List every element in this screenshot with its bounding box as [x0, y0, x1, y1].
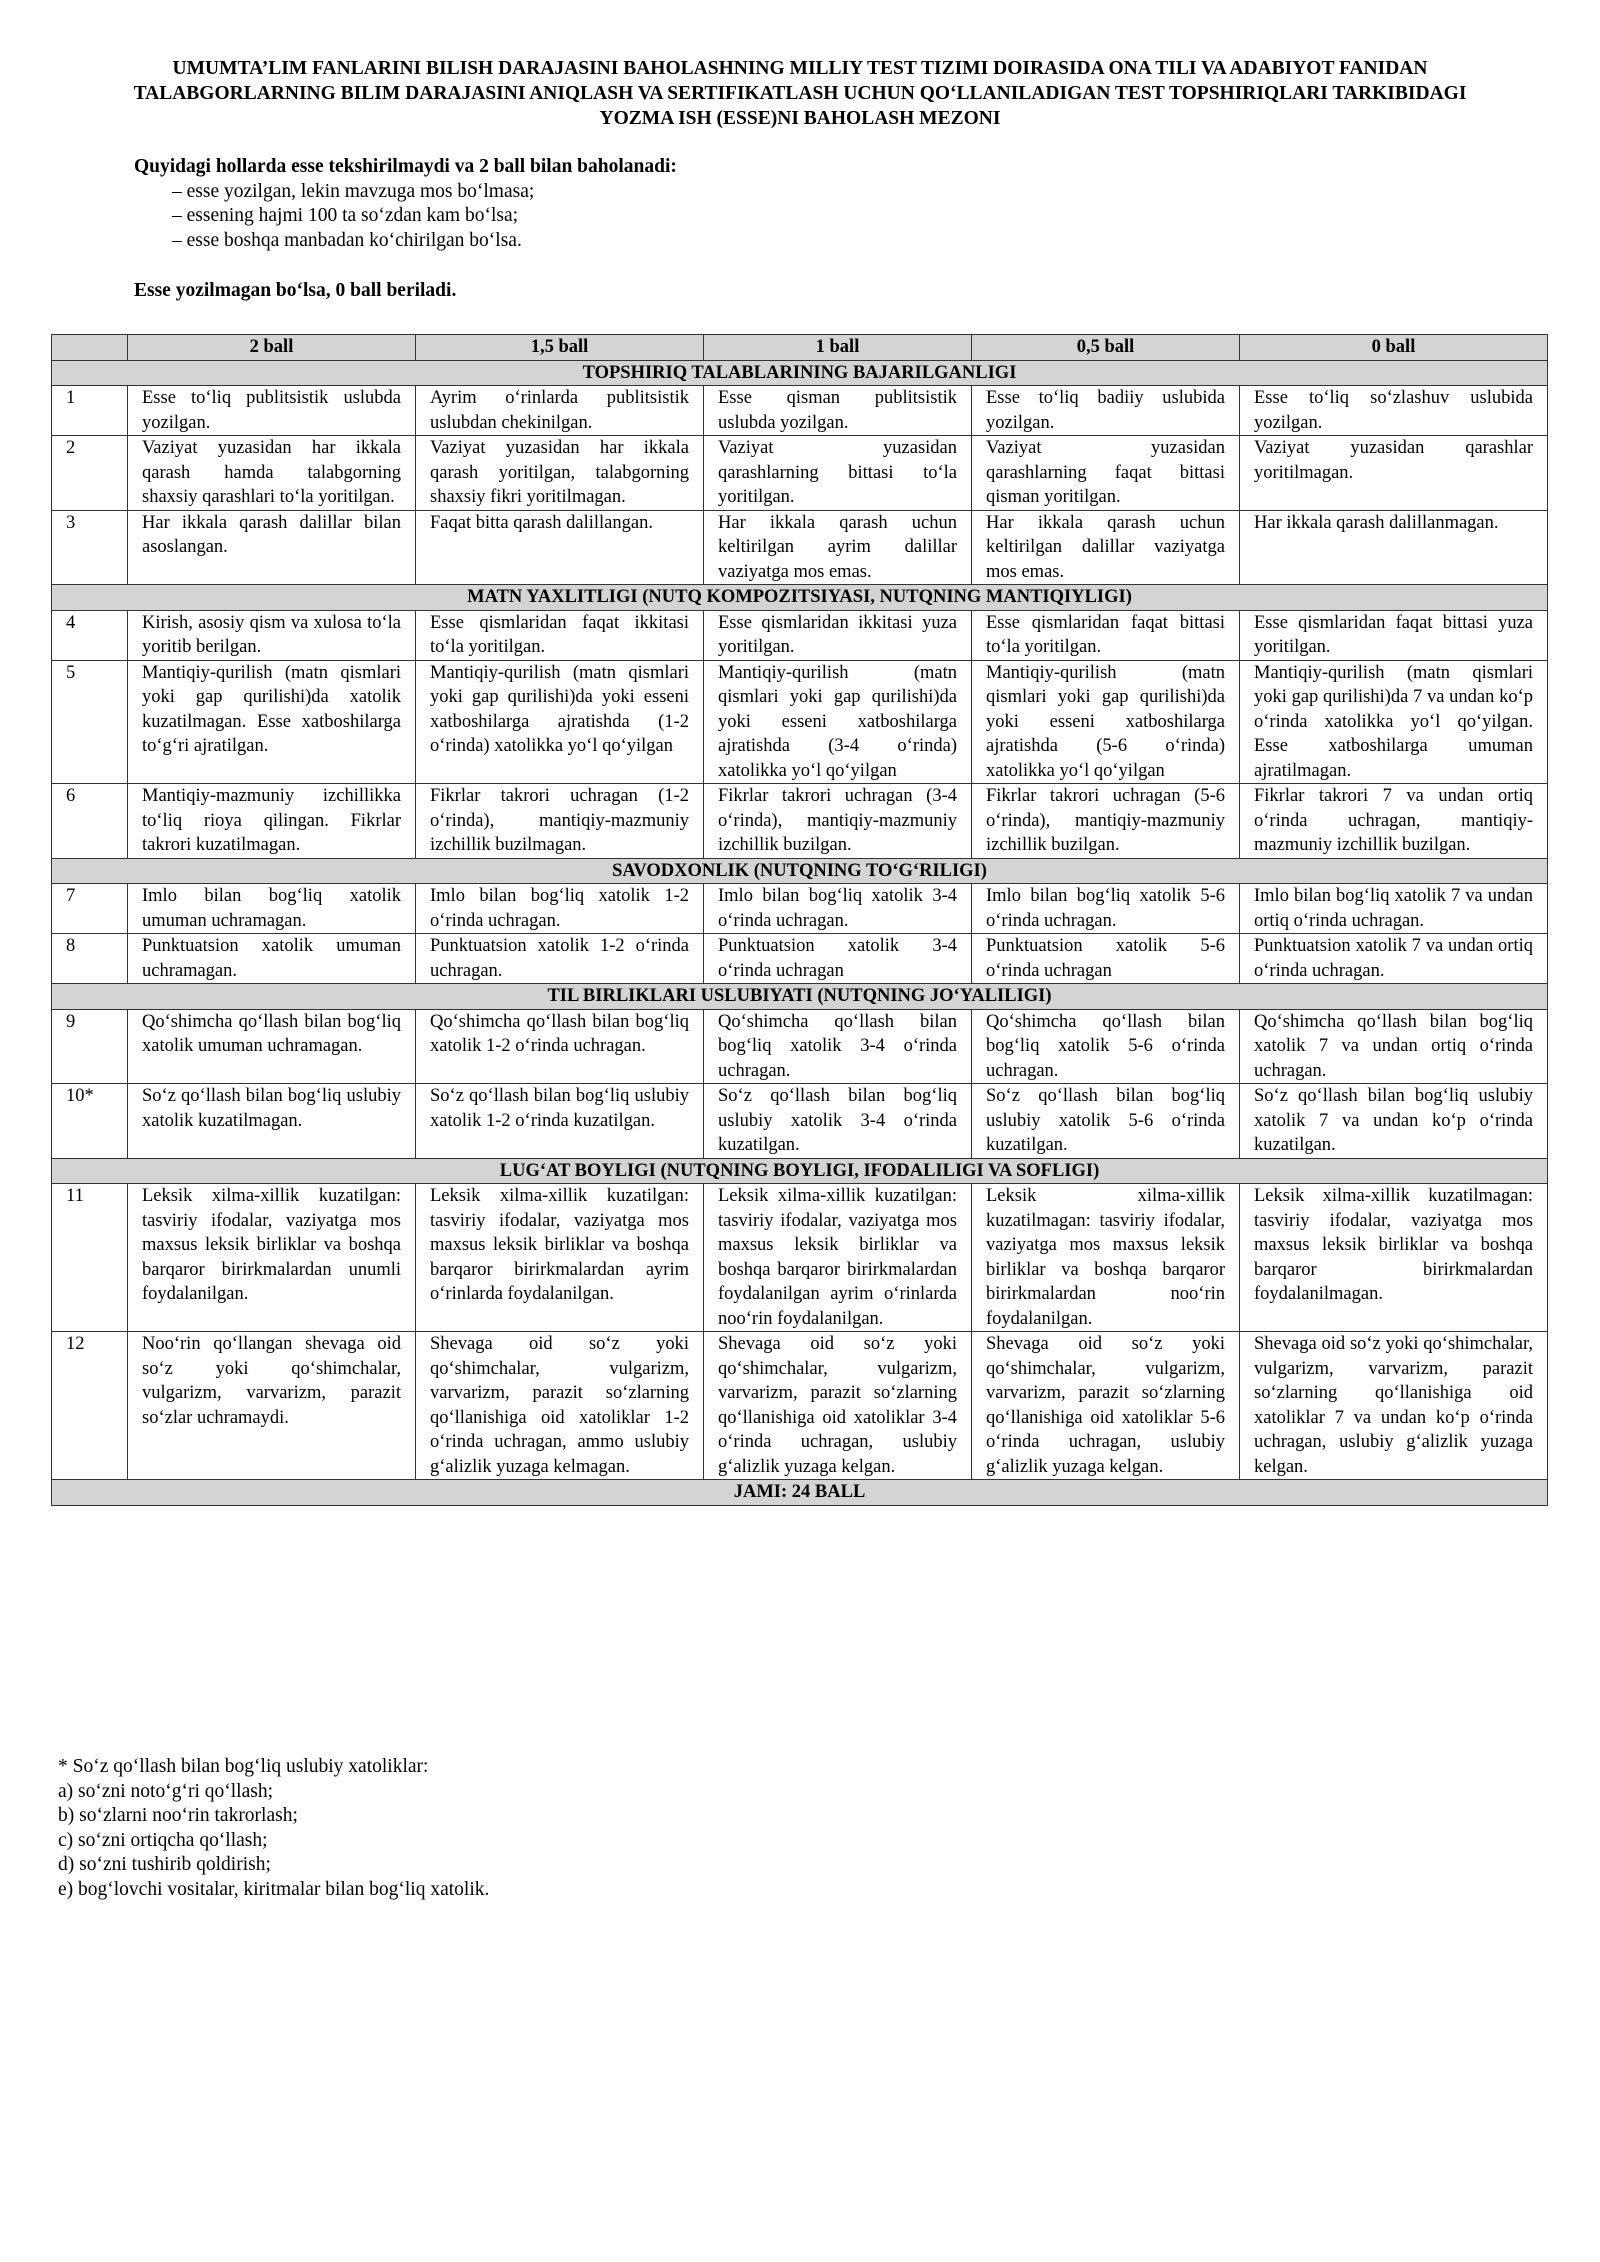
criteria-row — [52, 1084, 1548, 1159]
criteria-cell: Leksik xilma-xillik kuzatilmagan: tasviriy ifodalar, vaziyatga mos maxsus leksik birliklar va boshqa barqaror birirkmalardan foydalanilmagan. — [1240, 1184, 1548, 1332]
header-cell-2-ball: 2 ball — [128, 335, 416, 361]
criteria-cell: Faqat bitta qarash dalillangan. — [416, 510, 704, 585]
footnote-item: a) so‘zni noto‘g‘ri qo‘llash; — [58, 1780, 273, 1802]
title-line-1: UMUMTA’LIM FANLARINI BILISH DARAJASINI BAHOLASHNING MILLIY TEST TIZIMI DOIRASIDA ONA TILI VA ADABIYOT FANIDAN — [172, 58, 1428, 79]
footnote-item: c) so‘zni ortiqcha qo‘llash; — [58, 1829, 268, 1851]
criteria-cell: Har ikkala qarash dalillar bilan asoslangan. — [128, 510, 416, 585]
criteria-cell: Mantiqiy-qurilish (matn qismlari yoki gap qurilishi)da yoki esseni xatboshilarga ajratishda (1-2 o‘rinda) xatolikka yo‘l qo‘yilgan — [416, 660, 704, 784]
criteria-cell: Mantiqiy-qurilish (matn qismlari yoki gap qurilishi)da yoki esseni xatboshilarga ajratishda (5-6 o‘rinda) xatolikka yo‘l qo‘yilgan — [972, 660, 1240, 784]
section-row — [52, 858, 1548, 884]
criteria-cell: Noo‘rin qo‘llangan shevaga oid so‘z yoki qo‘shimchalar, vulgarizm, varvarizm, parazit so‘zlar uchramaydi. — [128, 1332, 416, 1480]
criteria-cell: Punktuatsion xatolik umuman uchramagan. — [128, 934, 416, 984]
criteria-cell: Leksik xilma-xillik kuzatilgan: tasviriy ifodalar, vaziyatga mos maxsus leksik birliklar va boshqa barqaror birirkmalardan ayrim o‘rinlarda foydalanilgan. — [416, 1184, 704, 1332]
title-line-3: YOZMA ISH (ESSE)NI BAHOLASH MEZONI — [599, 108, 1001, 129]
criteria-row — [52, 1009, 1548, 1084]
criteria-cell: Imlo bilan bog‘liq xatolik 5-6 o‘rinda uchragan. — [972, 884, 1240, 934]
title-line-2: TALABGORLARNING BILIM DARAJASINI ANIQLASH VA SERTIFIKATLASH UCHUN QO‘LLANILADIGAN TEST TOPSHIRIQLARI TARKIBIDAGI — [133, 83, 1467, 104]
section-title: TOPSHIRIQ TALABLARINING BAJARILGANLIGI — [52, 360, 1548, 386]
header-cell-blank — [52, 335, 128, 361]
criteria-cell: Esse qismlaridan faqat bittasi to‘la yoritilgan. — [972, 610, 1240, 660]
header-cell-0-5-ball: 0,5 ball — [972, 335, 1240, 361]
criteria-cell: Esse to‘liq badiiy uslubida yozilgan. — [972, 386, 1240, 436]
header-row — [52, 335, 1548, 361]
footnote-heading: * So‘z qo‘llash bilan bog‘liq uslubiy xatoliklar: — [58, 1756, 429, 1777]
criteria-number: 11 — [52, 1184, 128, 1332]
criteria-row — [52, 784, 1548, 859]
footnote-item: e) bog‘lovchi vositalar, kiritmalar bilan bog‘liq xatolik. — [58, 1878, 490, 1900]
criteria-cell: Imlo bilan bog‘liq xatolik 1-2 o‘rinda uchragan. — [416, 884, 704, 934]
criteria-cell: Mantiqiy-qurilish (matn qismlari yoki gap qurilishi)da xatolik kuzatilmagan. Esse xatboshilarga to‘g‘ri ajratilgan. — [128, 660, 416, 784]
footnote-item: d) so‘zni tushirib qoldirish; — [58, 1854, 271, 1875]
criteria-cell: Imlo bilan bog‘liq xatolik 3-4 o‘rinda uchragan. — [704, 884, 972, 934]
criteria-cell: Qo‘shimcha qo‘llash bilan bog‘liq xatolik umuman uchramagan. — [128, 1009, 416, 1084]
criteria-number: 7 — [52, 884, 128, 934]
intro-block — [134, 155, 677, 253]
criteria-cell: Mantiqiy-qurilish (matn qismlari yoki gap qurilishi)da yoki esseni xatboshilarga ajratishda (3-4 o‘rinda) xatolikka yo‘l qo‘yilgan — [704, 660, 972, 784]
criteria-cell: Punktuatsion xatolik 7 va undan ortiq o‘rinda uchragan. — [1240, 934, 1548, 984]
criteria-cell: So‘z qo‘llash bilan bog‘liq uslubiy xatolik 7 va undan ko‘p o‘rinda kuzatilgan. — [1240, 1084, 1548, 1159]
section-row — [52, 585, 1548, 611]
criteria-number: 12 — [52, 1332, 128, 1480]
total-score: JAMI: 24 BALL — [52, 1480, 1548, 1506]
criteria-number: 1 — [52, 386, 128, 436]
intro-item: – esse boshqa manbadan ko‘chirilgan bo‘lsa. — [172, 229, 522, 251]
total-row — [52, 1480, 1548, 1506]
criteria-cell: Qo‘shimcha qo‘llash bilan bog‘liq xatolik 7 va undan ortiq o‘rinda uchragan. — [1240, 1009, 1548, 1084]
criteria-cell: Har ikkala qarash uchun keltirilgan ayrim dalillar vaziyatga mos emas. — [704, 510, 972, 585]
criteria-cell: Imlo bilan bog‘liq xatolik 7 va undan ortiq o‘rinda uchragan. — [1240, 884, 1548, 934]
criteria-cell: Har ikkala qarash uchun keltirilgan dalillar vaziyatga mos emas. — [972, 510, 1240, 585]
criteria-cell: Kirish, asosiy qism va xulosa to‘la yoritib berilgan. — [128, 610, 416, 660]
criteria-cell: Punktuatsion xatolik 1-2 o‘rinda uchragan. — [416, 934, 704, 984]
criteria-cell: Vaziyat yuzasidan har ikkala qarash yoritilgan, talabgorning shaxsiy fikri yoritilmagan. — [416, 436, 704, 511]
criteria-cell: Qo‘shimcha qo‘llash bilan bog‘liq xatolik 5-6 o‘rinda uchragan. — [972, 1009, 1240, 1084]
section-row — [52, 360, 1548, 386]
criteria-row — [52, 610, 1548, 660]
criteria-cell: Fikrlar takrori uchragan (5-6 o‘rinda), mantiqiy-mazmuniy izchillik buzilgan. — [972, 784, 1240, 859]
criteria-row — [52, 884, 1548, 934]
criteria-cell: Shevaga oid so‘z yoki qo‘shimchalar, vulgarizm, varvarizm, parazit so‘zlarning qo‘llanishiga oid xatoliklar 5-6 o‘rinda uchragan, uslubiy g‘alizlik yuzaga kelgan. — [972, 1332, 1240, 1480]
criteria-cell: Esse to‘liq publitsistik uslubda yozilgan. — [128, 386, 416, 436]
criteria-cell: Qo‘shimcha qo‘llash bilan bog‘liq xatolik 1-2 o‘rinda uchragan. — [416, 1009, 704, 1084]
criteria-cell: Fikrlar takrori 7 va undan ortiq o‘rinda uchragan, mantiqiy-mazmuniy izchillik buzilgan. — [1240, 784, 1548, 859]
section-title: TIL BIRLIKLARI USLUBIYATI (NUTQNING JO‘YALILIGI) — [52, 984, 1548, 1010]
criteria-row — [52, 934, 1548, 984]
section-title: LUG‘AT BOYLIGI (NUTQNING BOYLIGI, IFODALILIGI VA SOFLIGI) — [52, 1158, 1548, 1184]
criteria-number: 5 — [52, 660, 128, 784]
criteria-cell: Mantiqiy-qurilish (matn qismlari yoki gap qurilishi)da 7 va undan ko‘p o‘rinda xatolikka yo‘l qo‘yilgan. Esse xatboshilarga umuman ajratilmagan. — [1240, 660, 1548, 784]
criteria-cell: Vaziyat yuzasidan qarashlar yoritilmagan. — [1240, 436, 1548, 511]
criteria-cell: Fikrlar takrori uchragan (3-4 o‘rinda), mantiqiy-mazmuniy izchillik buzilgan. — [704, 784, 972, 859]
criteria-cell: Esse qismlaridan ikkitasi yuza yoritilgan. — [704, 610, 972, 660]
criteria-row — [52, 510, 1548, 585]
criteria-cell: Esse to‘liq so‘zlashuv uslubida yozilgan. — [1240, 386, 1548, 436]
header-cell-1-5-ball: 1,5 ball — [416, 335, 704, 361]
criteria-cell: Har ikkala qarash dalillanmagan. — [1240, 510, 1548, 585]
document-title — [50, 56, 1550, 131]
criteria-number: 2 — [52, 436, 128, 511]
section-title: SAVODXONLIK (NUTQNING TO‘G‘RILIGI) — [52, 858, 1548, 884]
header-cell-1-ball: 1 ball — [704, 335, 972, 361]
criteria-number: 4 — [52, 610, 128, 660]
criteria-cell: Mantiqiy-mazmuniy izchillikka to‘liq rioya qilingan. Fikrlar takrori kuzatilmagan. — [128, 784, 416, 859]
criteria-cell: Punktuatsion xatolik 5-6 o‘rinda uchragan — [972, 934, 1240, 984]
footnote-item: b) so‘zlarni noo‘rin takrorlash; — [58, 1805, 298, 1826]
intro-item: – essening hajmi 100 ta so‘zdan kam bo‘lsa; — [172, 205, 519, 226]
criteria-cell: So‘z qo‘llash bilan bog‘liq uslubiy xatolik 5-6 o‘rinda kuzatilgan. — [972, 1084, 1240, 1159]
criteria-cell: Esse qisman publitsistik uslubda yozilgan. — [704, 386, 972, 436]
criteria-cell: Shevaga oid so‘z yoki qo‘shimchalar, vulgarizm, varvarizm, parazit so‘zlarning qo‘llanishiga oid xatoliklar 1-2 o‘rinda uchragan, ammo uslubiy g‘alizlik yuzaga kelmagan. — [416, 1332, 704, 1480]
criteria-cell: Esse qismlaridan faqat bittasi yuza yoritilgan. — [1240, 610, 1548, 660]
criteria-row — [52, 386, 1548, 436]
criteria-row — [52, 1184, 1548, 1332]
section-title: MATN YAXLITLIGI (NUTQ KOMPOZITSIYASI, NUTQNING MANTIQIYLIGI) — [52, 585, 1548, 611]
criteria-cell: Imlo bilan bog‘liq xatolik umuman uchramagan. — [128, 884, 416, 934]
criteria-number: 6 — [52, 784, 128, 859]
criteria-cell: Qo‘shimcha qo‘llash bilan bog‘liq xatolik 3-4 o‘rinda uchragan. — [704, 1009, 972, 1084]
criteria-row — [52, 436, 1548, 511]
section-row — [52, 984, 1548, 1010]
header-cell-0-ball: 0 ball — [1240, 335, 1548, 361]
criteria-cell: Esse qismlaridan faqat ikkitasi to‘la yoritilgan. — [416, 610, 704, 660]
criteria-cell: Leksik xilma-xillik kuzatilmagan: tasviriy ifodalar, vaziyatga mos maxsus leksik birliklar va boshqa barqaror birirkmalardan noo‘rin foydalanilgan. — [972, 1184, 1240, 1332]
criteria-cell: So‘z qo‘llash bilan bog‘liq uslubiy xatolik 3-4 o‘rinda kuzatilgan. — [704, 1084, 972, 1159]
zero-score-note: Esse yozilmagan bo‘lsa, 0 ball beriladi. — [134, 280, 457, 301]
criteria-cell: Leksik xilma-xillik kuzatilgan: tasviriy ifodalar, vaziyatga mos maxsus leksik birliklar va boshqa barqaror birirkmalardan foydalanilgan ayrim o‘rinlarda noo‘rin foydalanilgan. — [704, 1184, 972, 1332]
criteria-cell: Shevaga oid so‘z yoki qo‘shimchalar, vulgarizm, varvarizm, parazit so‘zlarning qo‘llanishiga oid xatoliklar 3-4 o‘rinda uchragan, uslubiy g‘alizlik yuzaga kelgan. — [704, 1332, 972, 1480]
section-row — [52, 1158, 1548, 1184]
criteria-number: 8 — [52, 934, 128, 984]
criteria-cell: Shevaga oid so‘z yoki qo‘shimchalar, vulgarizm, varvarizm, parazit so‘zlarning qo‘llanishiga oid xatoliklar 7 va undan ko‘p o‘rinda uchragan, uslubiy g‘alizlik yuzaga kelgan. — [1240, 1332, 1548, 1480]
criteria-number: 3 — [52, 510, 128, 585]
footnotes — [58, 1755, 489, 1902]
criteria-cell: So‘z qo‘llash bilan bog‘liq uslubiy xatolik kuzatilmagan. — [128, 1084, 416, 1159]
criteria-number: 10* — [52, 1084, 128, 1159]
criteria-table-body — [52, 335, 1548, 1506]
criteria-row — [52, 660, 1548, 784]
criteria-cell: Vaziyat yuzasidan qarashlarning bittasi to‘la yoritilgan. — [704, 436, 972, 511]
intro-item: – esse yozilgan, lekin mavzuga mos bo‘lmasa; — [172, 180, 535, 202]
criteria-row — [52, 1332, 1548, 1480]
criteria-cell: Punktuatsion xatolik 3-4 o‘rinda uchragan — [704, 934, 972, 984]
criteria-cell: Leksik xilma-xillik kuzatilgan: tasviriy ifodalar, vaziyatga mos maxsus leksik birliklar va boshqa barqaror birirkmalardan unumli foydalanilgan. — [128, 1184, 416, 1332]
intro-heading: Quyidagi hollarda esse tekshirilmaydi va 2 ball bilan baholanadi: — [134, 156, 677, 177]
criteria-table — [51, 334, 1548, 1506]
criteria-cell: Vaziyat yuzasidan qarashlarning faqat bittasi qisman yoritilgan. — [972, 436, 1240, 511]
criteria-cell: Vaziyat yuzasidan har ikkala qarash hamda talabgorning shaxsiy qarashlari to‘la yoritilgan. — [128, 436, 416, 511]
criteria-number: 9 — [52, 1009, 128, 1084]
criteria-cell: Ayrim o‘rinlarda publitsistik uslubdan chekinilgan. — [416, 386, 704, 436]
criteria-cell: So‘z qo‘llash bilan bog‘liq uslubiy xatolik 1-2 o‘rinda kuzatilgan. — [416, 1084, 704, 1159]
criteria-cell: Fikrlar takrori uchragan (1-2 o‘rinda), mantiqiy-mazmuniy izchillik buzilmagan. — [416, 784, 704, 859]
